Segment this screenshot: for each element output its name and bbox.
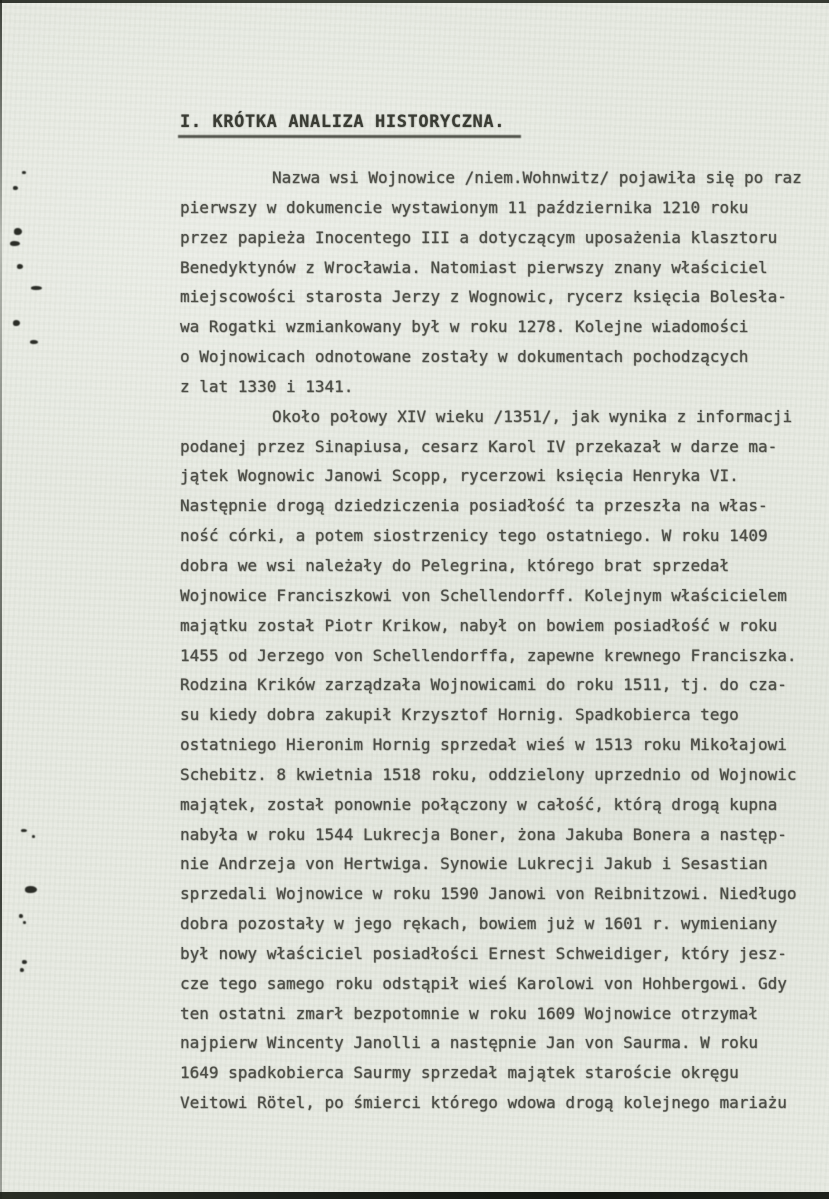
ink-speck [23,921,26,924]
text-line: ność córki, a potem siostrzenicy tego ostatniego. W roku 1409 [180,526,768,546]
ink-speck [13,186,18,190]
text-line: majątek, został ponownie połączony w całość, którą drogą kupna [180,794,778,814]
text-line: Benedyktynów z Wrocławia. Natomiast pierwszy znany właściciel [180,257,768,277]
text-line: dobra we wsi należały do Pelegrina, którego brat sprzedał [180,555,730,575]
text-line: był nowy właściciel posiadłości Ernest Schweidiger, który jesz- [180,943,787,963]
scan-edge-left [0,0,2,1199]
ink-speck [30,340,38,344]
ink-speck [32,835,35,838]
paragraph-1 [180,163,810,402]
text-line: Schebitz. 8 kwietnia 1518 roku, oddzielony uprzednio od Wojnowic [180,764,797,784]
text-line: su kiedy dobra zakupił Krzysztof Hornig. Spadkobierca tego [180,705,739,725]
text-line: o Wojnowicach odnotowane zostały w dokumentach pochodzących [180,347,749,367]
text-line: majątku został Piotr Krikow, nabył on bowiem posiadłość w roku [180,615,778,635]
text-line: z lat 1330 i 1341. [180,376,354,396]
text-line: 1455 od Jerzego von Schellendorffa, zapewne krewnego Franciszka. [180,645,797,665]
text-line: nie Andrzeja von Hertwiga. Synowie Lukrecji Jakub i Sesastian [180,854,768,874]
ink-speck [22,171,26,174]
text-line: sprzedali Wojnowice w roku 1590 Janowi von Reibnitzowi. Niedługo [180,884,797,904]
text-line: najpierw Wincenty Janolli a następnie Jan von Saurma. W roku [180,1033,758,1053]
text-line: 1649 spadkobierca Saurmy sprzedał majątek staroście okręgu [180,1063,739,1083]
ink-speck [20,968,24,972]
ink-speck [22,960,27,964]
ink-speck [21,829,27,832]
text-line: przez papieża Inocentego III a dotyczącym uposażenia klasztoru [180,227,778,247]
text-line: Veitowi Rötel, po śmierci którego wdowa drogą kolejnego mariażu [180,1093,787,1113]
text-line: ostatniego Hieronim Hornig sprzedał wieś w 1513 roku Mikołajowi [180,735,787,755]
text-line: Następnie drogą dziedziczenia posiadłość ta przeszła na włas- [180,496,768,516]
ink-speck [10,241,20,246]
text-line: podanej przez Sinapiusa, cesarz Karol IV przekazał w darze ma- [180,436,778,456]
scan-edge-top [0,0,829,3]
paragraph-2 [180,402,810,1118]
text-line: pierwszy w dokumencie wystawionym 11 października 1210 roku [180,197,749,217]
ink-speck [14,228,22,235]
text-line: jątek Wognowic Janowi Scopp, rycerzowi księcia Henryka VI. [180,466,739,486]
text-line: nabyła w roku 1544 Lukrecja Boner, żona Jakuba Bonera a następ- [180,824,787,844]
text-line: ten ostatni zmarł bezpotomnie w roku 1609 Wojnowice otrzymał [180,1003,758,1023]
document-body [180,163,810,1118]
text-line: dobra pozostały w jego rękach, bowiem już w 1601 r. wymieniany [180,914,778,934]
text-line: miejscowości starosta Jerzy z Wognowic, rycerz księcia Bolesła- [180,287,787,307]
page-title: I. KRÓTKA ANALIZA HISTORYCZNA. [180,112,506,132]
text-line: Rodzina Krików zarządzała Wojnowicami do roku 1511, tj. do cza- [180,675,787,695]
ink-speck [25,886,37,893]
ink-speck [17,264,23,269]
text-line: wa Rogatki wzmiankowany był w roku 1278. Kolejne wiadomości [180,317,749,337]
scan-edge-bottom [0,1192,829,1199]
text-line: Nazwa wsi Wojnowice /niem.Wohnwitz/ pojawiła się po raz [272,168,802,187]
text-line: cze tego samego roku odstąpił wieś Karolowi von Hohbergowi. Gdy [180,973,787,993]
ink-speck [19,914,23,918]
text-line: Wojnowice Franciszkowi von Schellendorff. Kolejnym właścicielem [180,585,787,605]
ink-speck [31,286,42,290]
text-line: Około połowy XIV wieku /1351/, jak wynika z informacji [272,406,793,426]
ink-speck [13,320,20,326]
